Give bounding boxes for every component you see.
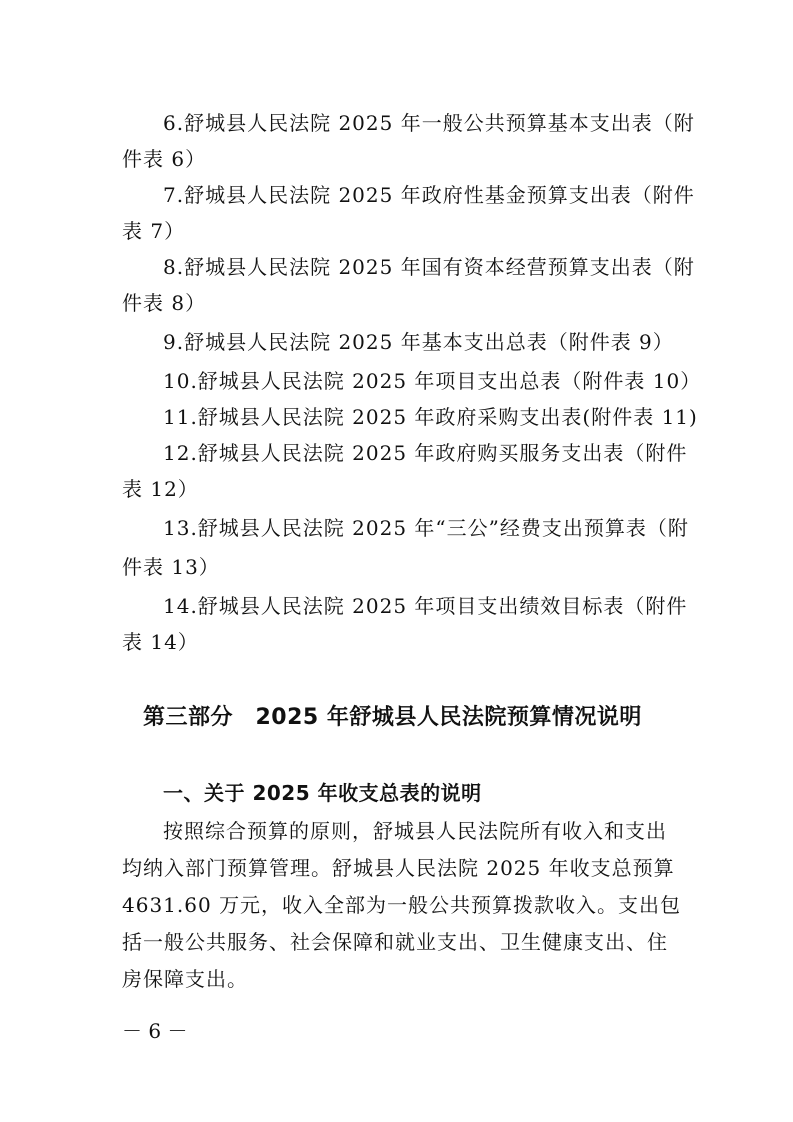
paragraph-line-2: 均纳入部门预算管理。舒城县人民法院 2025 年收支总预算 (122, 856, 675, 880)
list-item-6-line1: 6.舒城县人民法院 2025 年一般公共预算基本支出表（附 (163, 111, 695, 135)
subsection-title: 一、关于 2025 年收支总表的说明 (163, 781, 482, 805)
list-item-11: 11.舒城县人民法院 2025 年政府采购支出表(附件表 11) (163, 405, 698, 429)
paragraph-line-4: 括一般公共服务、社会保障和就业支出、卫生健康支出、住 (122, 930, 668, 954)
list-item-12-line1: 12.舒城县人民法院 2025 年政府购买服务支出表（附件 (163, 441, 688, 465)
page-number: － 6 － (122, 1019, 188, 1043)
paragraph-line-3: 4631.60 万元，收入全部为一般公共预算拨款收入。支出包 (122, 893, 682, 917)
list-item-7-line1: 7.舒城县人民法院 2025 年政府性基金预算支出表（附件 (163, 183, 695, 207)
list-item-12-line2: 表 12） (122, 477, 199, 501)
list-item-9: 9.舒城县人民法院 2025 年基本支出总表（附件表 9） (163, 330, 674, 354)
list-item-8-line2: 件表 8） (122, 291, 207, 315)
paragraph-line-1: 按照综合预算的原则，舒城县人民法院所有收入和支出 (163, 819, 667, 843)
list-item-6-line2: 件表 6） (122, 147, 207, 171)
list-item-10: 10.舒城县人民法院 2025 年项目支出总表（附件表 10） (163, 369, 702, 393)
list-item-14-line1: 14.舒城县人民法院 2025 年项目支出绩效目标表（附件 (163, 594, 688, 618)
section-title: 第三部分 2025 年舒城县人民法院预算情况说明 (143, 705, 642, 730)
list-item-14-line2: 表 14） (122, 630, 199, 654)
list-item-13-line2: 件表 13） (122, 555, 220, 579)
paragraph-line-5: 房保障支出。 (122, 967, 248, 991)
list-item-8-line1: 8.舒城县人民法院 2025 年国有资本经营预算支出表（附 (163, 255, 695, 279)
list-item-7-line2: 表 7） (122, 219, 186, 243)
list-item-13-line1: 13.舒城县人民法院 2025 年“三公”经费支出预算表（附 (163, 516, 689, 540)
